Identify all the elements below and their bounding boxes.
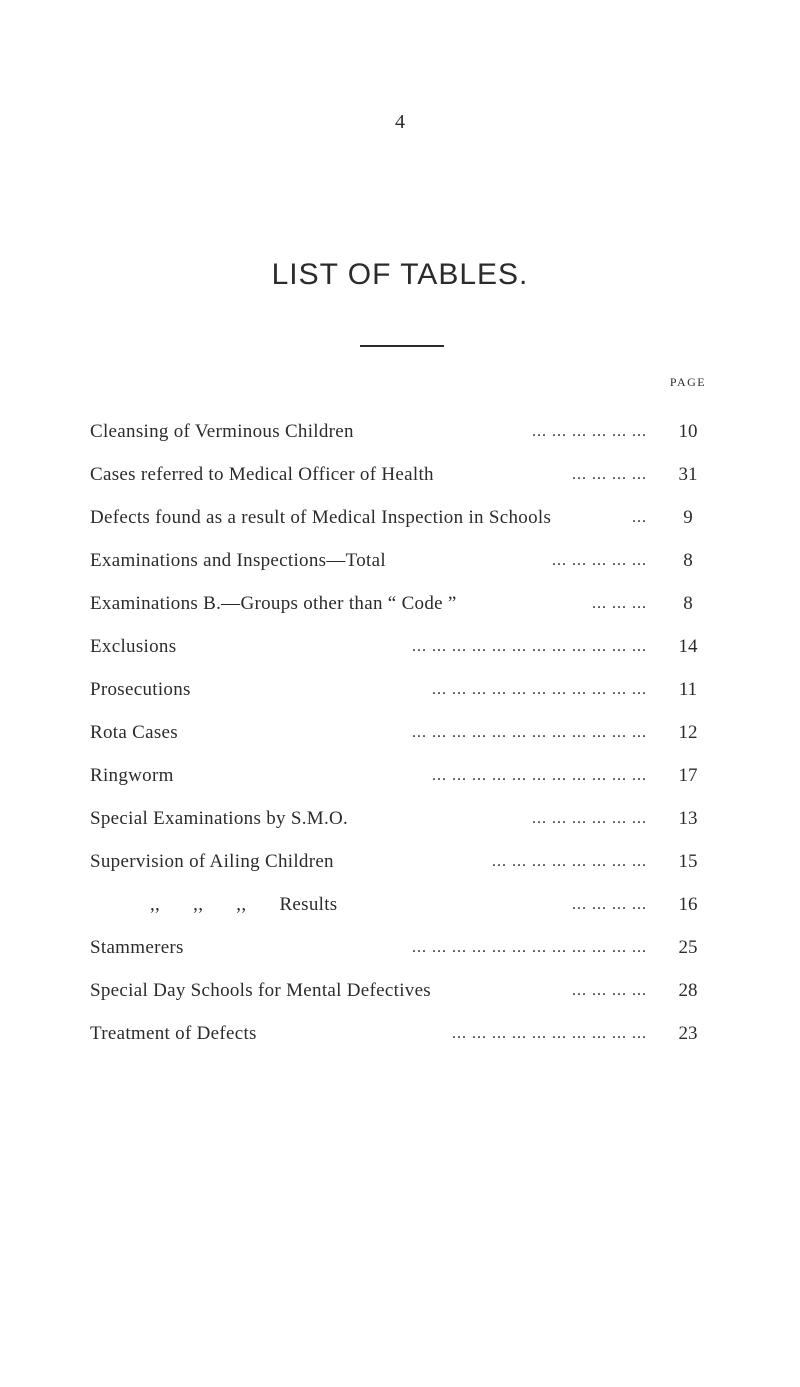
entry-page-number: 25	[678, 937, 698, 958]
list-item[interactable]	[0, 718, 800, 748]
dot-leader: ... ... ... ...	[572, 982, 647, 999]
entry-page-number: 17	[678, 765, 698, 786]
dot-leader: ... ... ... ... ... ... ... ... ... ... ... ...	[412, 724, 647, 741]
entry-page-number: 31	[678, 464, 698, 485]
list-item[interactable]	[0, 589, 800, 619]
list-item[interactable]	[0, 417, 800, 447]
dot-leader: ... ... ...	[592, 595, 647, 612]
entry-page-number: 11	[678, 679, 698, 700]
dot-leader: ... ... ... ... ... ... ... ... ... ... ... ...	[412, 638, 647, 655]
page-number: 4	[395, 111, 405, 133]
list-item[interactable]	[0, 976, 800, 1006]
list-item[interactable]	[0, 804, 800, 834]
list-item[interactable]	[0, 675, 800, 705]
entry-label: Cleansing of Verminous Children	[90, 421, 354, 442]
entry-label: Special Examinations by S.M.O.	[90, 808, 349, 829]
entry-label: Exclusions	[90, 636, 177, 657]
list-item[interactable]	[0, 632, 800, 662]
list-item[interactable]	[0, 890, 800, 920]
entry-label: Ringworm	[90, 765, 174, 786]
entry-label: Supervision of Ailing Children	[90, 851, 334, 872]
entry-page-number: 23	[678, 1023, 698, 1044]
dot-leader: ... ... ... ... ...	[552, 552, 647, 569]
title-divider	[360, 345, 444, 347]
dot-leader: ... ... ... ...	[572, 896, 647, 913]
entry-label: Prosecutions	[90, 679, 191, 700]
entry-label: Rota Cases	[90, 722, 178, 743]
entry-page-number: 8	[683, 593, 693, 614]
entry-page-number: 8	[683, 550, 693, 571]
dot-leader: ... ... ... ... ... ... ... ...	[492, 853, 647, 870]
dot-leader: ... ... ... ...	[572, 466, 647, 483]
entry-page-number: 10	[678, 421, 698, 442]
entry-label: Special Day Schools for Mental Defectives	[90, 980, 432, 1001]
entry-page-number: 9	[683, 507, 693, 528]
entry-page-number: 16	[678, 894, 698, 915]
dot-leader: ... ... ... ... ... ... ... ... ... ... ...	[432, 681, 647, 698]
dot-leader: ... ... ... ... ... ...	[532, 810, 647, 827]
entry-label: ,, ,, ,, Results	[150, 894, 338, 915]
dot-leader: ... ... ... ... ... ... ... ... ... ... ... ...	[412, 939, 647, 956]
list-item[interactable]	[0, 503, 800, 533]
dot-leader: ... ... ... ... ... ...	[532, 423, 647, 440]
list-item[interactable]	[0, 460, 800, 490]
list-item[interactable]	[0, 1019, 800, 1049]
entry-page-number: 15	[678, 851, 698, 872]
entry-label: Cases referred to Medical Officer of Health	[90, 464, 434, 485]
list-item[interactable]	[0, 761, 800, 791]
entry-page-number: 28	[678, 980, 698, 1001]
dot-leader: ...	[632, 509, 647, 526]
list-item[interactable]	[0, 546, 800, 576]
entry-label: Treatment of Defects	[90, 1023, 257, 1044]
entry-label: Defects found as a result of Medical Inspection in Schools	[90, 507, 552, 528]
entry-page-number: 12	[678, 722, 698, 743]
entry-label: Examinations and Inspections—Total	[90, 550, 386, 571]
entry-label: Stammerers	[90, 937, 184, 958]
entry-page-number: 13	[678, 808, 698, 829]
dot-leader: ... ... ... ... ... ... ... ... ... ... ...	[432, 767, 647, 784]
entry-page-number: 14	[678, 636, 698, 657]
list-item[interactable]	[0, 847, 800, 877]
dot-leader: ... ... ... ... ... ... ... ... ... ...	[452, 1025, 647, 1042]
list-item[interactable]	[0, 933, 800, 963]
page-title: LIST OF TABLES.	[271, 258, 529, 291]
page-column-header: PAGE	[669, 375, 707, 389]
entry-label: Examinations B.—Groups other than “ Code ”	[90, 593, 457, 614]
